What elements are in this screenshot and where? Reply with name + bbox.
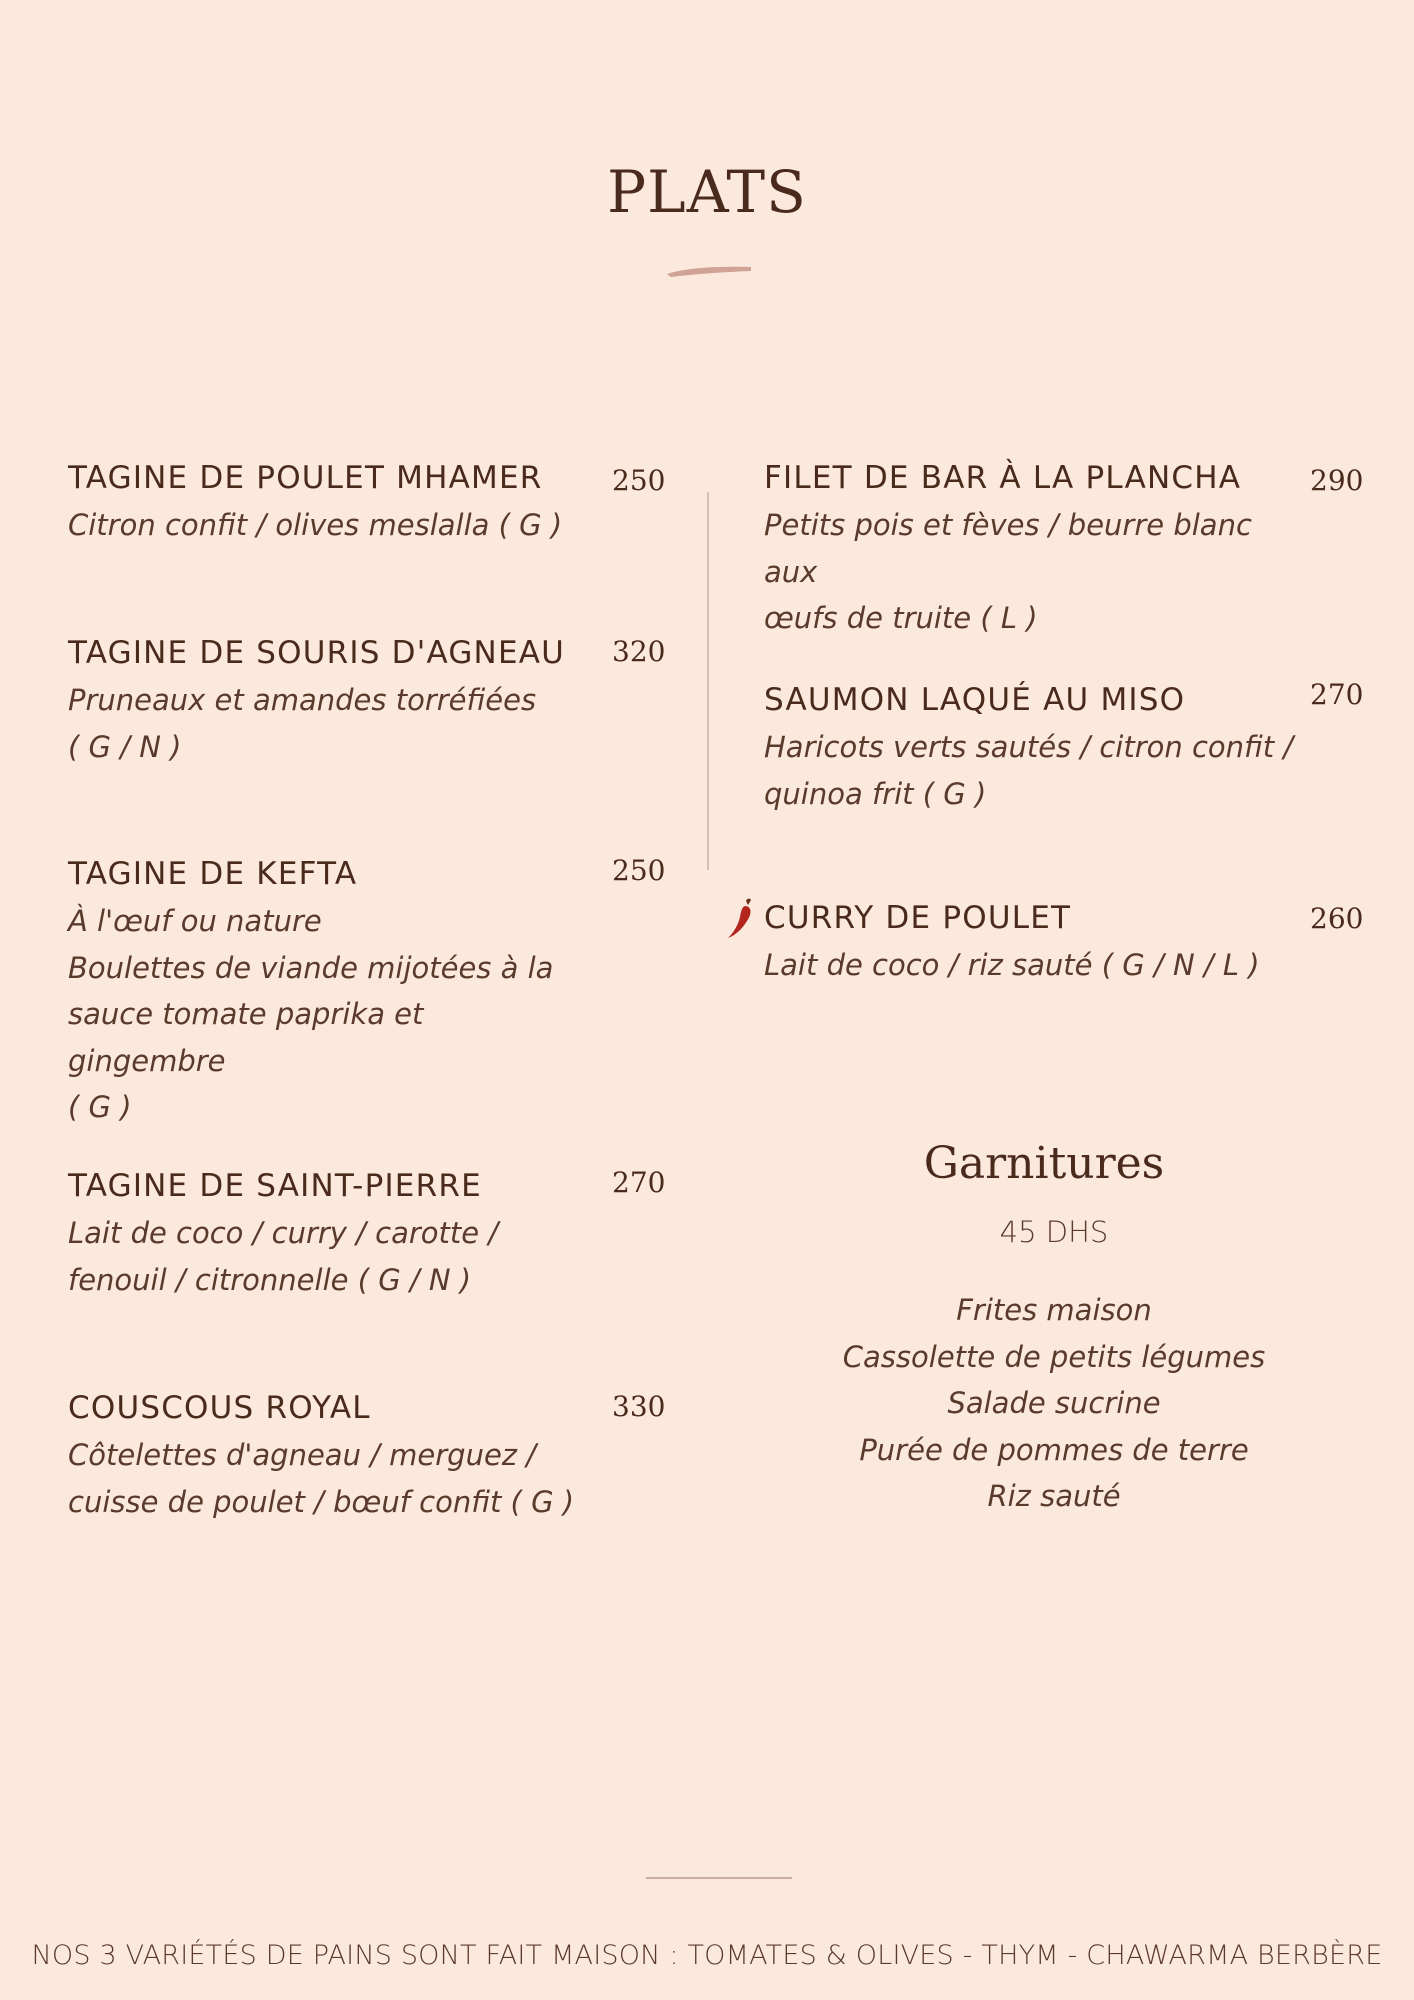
menu-item <box>68 856 588 1131</box>
menu-item <box>764 460 1304 642</box>
dish-description: Côtelettes d'agneau / merguez / cuisse de poulet / bœuf confit ( G ) <box>68 1438 575 1519</box>
list-item: Riz sauté <box>987 1479 1121 1513</box>
dish-name: CURRY DE POULET <box>764 900 1072 936</box>
menu-item <box>68 460 588 549</box>
menu-item <box>68 1168 588 1303</box>
page-title: PLATS <box>607 158 807 226</box>
footer-note: NOS 3 VARIÉTÉS DE PAINS SONT FAIT MAISON : TOMATES & OLIVES - THYM - CHAWARMA BERBÈRE <box>31 1940 1383 1971</box>
dish-name: TAGINE DE SAINT-PIERRE <box>68 1168 482 1204</box>
dish-description: Haricots verts sautés / citron confit / quinoa frit ( G ) <box>764 730 1294 811</box>
dish-price: 330 <box>612 1390 666 1423</box>
menu-item <box>68 1390 588 1525</box>
dish-price: 320 <box>612 635 666 668</box>
dish-description: Lait de coco / riz sauté ( G / N / L ) <box>764 948 1260 982</box>
dish-price: 250 <box>612 854 666 887</box>
list-item: Frites maison <box>956 1293 1152 1327</box>
dish-name: COUSCOUS ROYAL <box>68 1390 371 1426</box>
column-divider <box>707 492 709 870</box>
dish-name: TAGINE DE POULET MHAMER <box>68 460 543 496</box>
dish-price: 290 <box>1310 464 1364 497</box>
list-item: Cassolette de petits légumes <box>842 1339 1266 1374</box>
dish-description: À l'œuf ou nature Boulettes de viande mijotées à la sauce tomate paprika et gingembre ( G ) <box>68 904 554 1124</box>
dish-description: Petits pois et fèves / beurre blanc aux œufs de truite ( L ) <box>764 508 1252 635</box>
list-item: Purée de pommes de terre <box>859 1432 1249 1467</box>
dish-description: Lait de coco / curry / carotte / fenouil / citronnelle ( G / N ) <box>68 1216 499 1297</box>
dish-description: Pruneaux et amandes torréfiées ( G / N ) <box>68 683 537 764</box>
footer-divider <box>646 1877 792 1879</box>
brush-stroke-decoration <box>665 262 753 280</box>
dish-price: 260 <box>1310 902 1364 935</box>
menu-item <box>764 900 1304 989</box>
list-item: Salade sucrine <box>947 1386 1161 1420</box>
garnitures-title: Garnitures <box>923 1138 1165 1189</box>
dish-price: 270 <box>1310 678 1364 711</box>
dish-name: TAGINE DE KEFTA <box>68 856 358 892</box>
menu-item <box>68 635 588 770</box>
dish-name: TAGINE DE SOURIS D'AGNEAU <box>68 635 566 671</box>
dish-price: 250 <box>612 464 666 497</box>
dish-name: FILET DE BAR À LA PLANCHA <box>764 460 1242 496</box>
dish-price: 270 <box>612 1166 666 1199</box>
garnitures-price: 45 DHS <box>999 1215 1109 1249</box>
garnitures-list <box>764 1287 1344 1520</box>
menu-item <box>764 682 1304 817</box>
chili-pepper-icon <box>726 897 756 941</box>
dish-name: SAUMON LAQUÉ AU MISO <box>764 682 1186 718</box>
dish-description: Citron confit / olives meslalla ( G ) <box>68 508 563 542</box>
